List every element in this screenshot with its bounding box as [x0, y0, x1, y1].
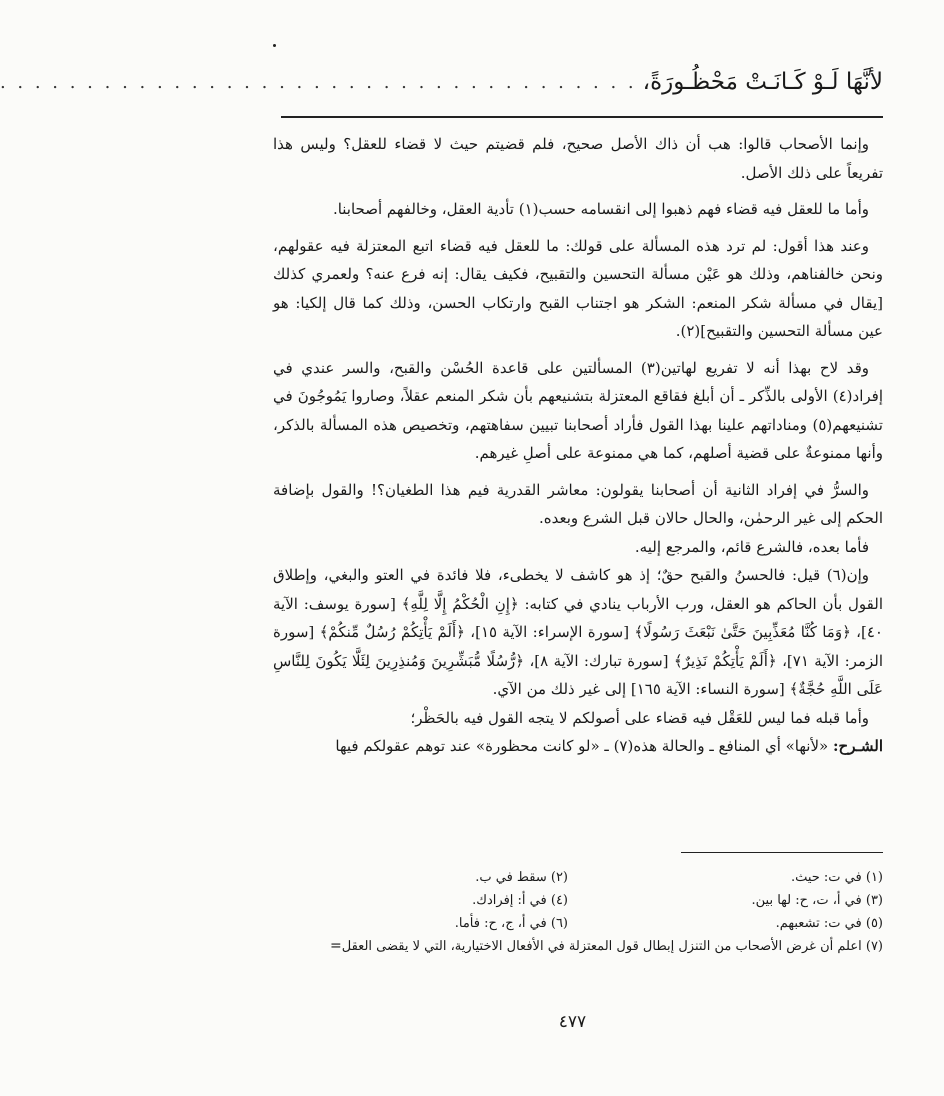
- footnote-7: [273, 935, 883, 958]
- continuation-mark: =: [330, 938, 342, 954]
- leader-dots: . . . . . . . . . . . . . . . . . . . . . . . . . . . . . . . . . . . . .: [0, 71, 637, 93]
- commentary-label: الشـرح:: [832, 737, 883, 755]
- paragraph-6: فأما بعده، فالشرع قائم، والمرجع إليه.: [634, 537, 869, 556]
- header-rule: [281, 116, 883, 118]
- footnote-rule: [681, 852, 883, 853]
- ink-dot: [273, 44, 276, 47]
- footnote-5: (٥) في ت: تشعبهم.: [775, 916, 883, 931]
- running-title: لأنَّهَا لَـوْ كَـانَـتْ مَحْظُـورَةً،: [642, 69, 883, 95]
- footnote-2: (٢) سقط في ب.: [475, 870, 568, 885]
- footnote-4: (٤) في أ: إفرادك.: [472, 893, 568, 908]
- paragraph-8: وأما قبله فما ليس للعَقْل فيه قضاء على أصولكم لا يتجه القول فيه بالحَظْر؛: [410, 708, 869, 727]
- paragraph-7: وإن(٦) قيل: فالحسنُ والقبح حقٌ؛ إذ هو كاشف لا يخطىء، فلا فائدة في العتو والبغي، وإطلاق القول بأن الحاكم هو العقل، ورب الأرباب ينادي في كتابه: ﴿إِنِ الْحُكْمُ إِلَّا لِلَّهِ﴾ [سورة يوسف: الآية ٤٠]، ﴿وَمَا كُنَّا مُعَذِّبِينَ حَتَّىٰ نَبْعَثَ رَسُولًا﴾ [سورة الإسراء: الآية ١٥]، ﴿أَلَمْ يَأْتِكُمْ رُسُلٌ مِّنكُمْ﴾ [سورة الزمر: الآية ٧١]، ﴿أَلَمْ يَأْتِكُمْ نَذِيرٌ﴾ [سورة تبارك: الآية ٨]، ﴿رُّسُلًا مُّبَشِّرِينَ وَمُنذِرِينَ لِئَلَّا يَكُونَ لِلنَّاسِ عَلَى اللَّهِ حُجَّةٌ﴾ [سورة النساء: الآية ١٦٥] إلى غير ذلك من الآي.: [273, 566, 883, 698]
- main-text: [273, 130, 883, 769]
- commentary-paragraph: [273, 732, 883, 761]
- paragraph-1: وإنما الأصحاب قالوا: هب أن ذاك الأصل صحيح، فلم قضيتم حيث لا قضاء للعقل؟ وليس هذا تفريعاً على ذلك الأصل.: [273, 135, 883, 182]
- paragraph-5: والسرُّ في إفراد الثانية أن أصحابنا يقولون: معاشر القدرية فيم هذا الطغيان؟! والقول بإضافة الحكم إلى غير الرحمٰن، والحال حالان قبل الشرع وبعده.: [273, 480, 883, 527]
- paragraph-3: وعند هذا أقول: لم ترد هذه المسألة على قولك: ما للعقل فيه قضاء اتبع المعتزلة فيه عقولهم، ونحن خالفناهم، وذلك هو عَيْن مسألة التحسين والتقبيح، فكيف يقال: إنه فرع عنه؟ ولعمري كذلك [يقال في مسألة شكر المنعم: الشكر هو اجتناب القبح وارتكاب الحسن، وذلك كما قال إلكيا: هو عين مسألة التحسين والتقبيح](٢).: [273, 236, 883, 340]
- paragraph-4: وقد لاح بهذا أنه لا تفريع لهاتين(٣) المسألتين على قاعدة الحُسْن والقبح، والسر عندي في إفراد(٤) الأولى بالذِّكر ـ أن أبلغ فقاقع المعتزلة بتشنيعهم بأن شكر المنعم عقلاً، وصاروا يَمُوجُونَ في تشنيعهم(٥) ومناداتهم علينا بهذا القول فأراد أصحابنا تبيين سفاهتهم، وتخصيص هذه المسألة بالذكر، وأنها ممنوعةٌ على قضية أصلهم، كما هي ممنوعة على أصلِ غيرهم.: [273, 358, 883, 462]
- page-number: ٤٧٧: [558, 1012, 587, 1032]
- footnote-7-text: (٧) اعلم أن غرض الأصحاب من التنزل إبطال قول المعتزلة في الأفعال الاختيارية، التي لا يقضى العقل: [341, 939, 883, 954]
- commentary-text: «لأنها» أي المنافع ـ والحالة هذه(٧) ـ «لو كانت محظورة» عند توهم عقولكم فيها: [335, 737, 829, 755]
- footnote-6: (٦) في أ، ج، ح: فأما.: [454, 916, 568, 931]
- footnote-3: (٣) في أ، ت، ح: لها بين.: [751, 893, 883, 908]
- footnotes: [273, 866, 883, 958]
- footnote-1: (١) في ت: حيث.: [790, 870, 883, 885]
- footnote-grid: [273, 866, 883, 935]
- running-head: [0, 62, 883, 102]
- paragraph-2: وأما ما للعقل فيه قضاء فهم ذهبوا إلى انقسامه حسب(١) تأدية العقل، وخالفهم أصحابنا.: [332, 200, 869, 218]
